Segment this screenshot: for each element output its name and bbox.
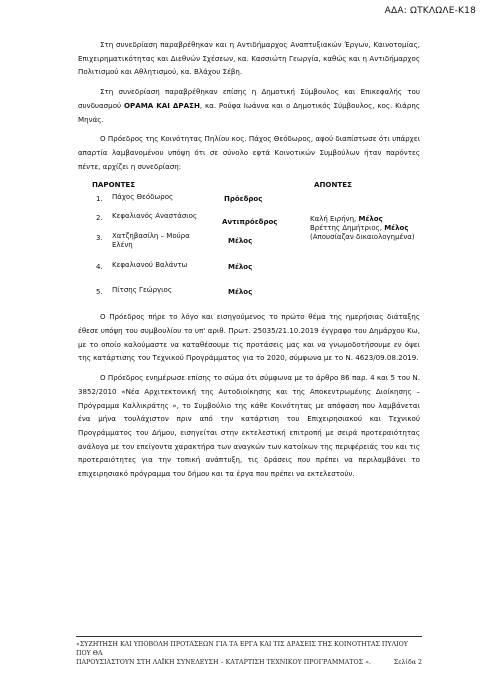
absent-member-name: Βρέττης Δημήτριος,	[310, 224, 385, 233]
absent-member-role: Μέλος	[384, 224, 409, 233]
party-name: ΟΡΑΜΑ ΚΑΙ ΔΡΑΣΗ	[123, 100, 200, 110]
absent-note: (Απουσίαζαν δικαιολογημένα)	[310, 233, 415, 242]
member-role: Μέλος	[228, 263, 253, 272]
member-name: Χατζηβασίλη – Μούρα Ελένη	[112, 232, 190, 250]
absent-member-name: Καλή Ειρήνη,	[310, 215, 359, 224]
absent-member-role: Μέλος	[358, 215, 383, 224]
document-body	[78, 38, 420, 487]
paragraph-proposal: Ο Πρόεδρος πήρε το λόγο και εισηγούμενος το πρώτο θέμα της ημερήσιας διάταξης έθεσε υπόψη του συμβουλίου το υπ' αριθ. Πρωτ. 25035/21.10.2019 έγγραφο του Δημάρχου Κω, με το οποίο καλούμαστε να καταθέσουμε τις προτάσεις μας και να γνωμοδοτήσουμε εν όψει της κατάρτισης του Τεχνικού Προγράμματος για το 2020, σύμφωνα με το Ν. 4623/09.08.2019.	[78, 312, 420, 363]
paragraph-deputy-mayors: Στη συνεδρίαση παραβρέθηκαν και η Αντιδήμαρχος Αναπτυξιακών Έργων, Καινοτομίας, Επιχειρηματικότητας και Διεθνών Σχέσεων, κα. Κασσιώτη Γεωργία, καθώς και η Αντιδήμαρχος Πολιτισμού και Αθλητισμού, κα. Βλάχου Σέβη.	[78, 40, 420, 77]
page-footer	[76, 636, 422, 667]
member-name: Πάχος Θεόδωρος	[112, 193, 174, 202]
member-role: Πρόεδρος	[224, 195, 263, 204]
row-number: 2.	[96, 214, 103, 223]
absent-list	[310, 215, 430, 242]
page-number: Σελίδα 2	[393, 659, 422, 666]
ada-code: ΑΔΑ: ΩΤΚΛΩΛΕ-Κ18	[384, 6, 476, 16]
paragraph-councillors	[78, 85, 420, 126]
paragraph-law: Ο Πρόεδρος ενημέρωσε επίσης το σώμα ότι σύμφωνα με το άρθρο 86 παρ. 4 και 5 του Ν. 3852/2010 «Νέα Αρχιτεκτονική της Αυτοδιοίκησης και της Αποκεντρωμένης Διοίκησης – Πρόγραμμα Καλλικράτης », το Συμβούλιο της κάθε Κοινότητας με απόφαση που λαμβάνεται ένα μήνα τουλάχιστον πριν από την κατάρτιση του Επιχειρησιακού και Τεχνικού Προγράμματος του Δήμου, εισηγείται στην εκτελεστική επιτροπή με σειρά προτεραιότητας ανάλογα με τον επείγοντα χαρακτήρα των αναγκών των κατοίκων της περιφέρειάς του και τις προτεραιότητες για την τοπική ανάπτυξη, τις δράσεις που πρέπει να περιλαμβάνει το επιχειρησιακό πρόγραμμα του δήμου και τα έργα που πρέπει να εκτελεστούν.	[78, 373, 420, 479]
present-header: ΠΑΡΟΝΤΕΣ	[92, 180, 136, 190]
member-role: Αντιπρόεδρος	[222, 218, 278, 227]
row-number: 4.	[96, 263, 103, 272]
absent-header: ΑΠΟΝΤΕΣ	[314, 180, 352, 190]
attendance-table	[78, 192, 420, 310]
member-name: Κεφαλιανός Αναστάσιος	[112, 212, 198, 221]
absent-member	[310, 224, 430, 233]
member-role: Μέλος	[228, 237, 253, 246]
absent-member	[310, 215, 430, 224]
attendance-headers	[78, 178, 420, 192]
row-number: 1.	[96, 195, 103, 204]
member-name: Κεφαλιανού Βαλάντω	[112, 261, 188, 270]
footer-title-line2-row	[76, 658, 422, 667]
paragraph-councillors-part2: , κα. Ρούφα Ιωάννα και ο Δημοτικός Σύμβουλος, κος. Κιάρης Μηνάς.	[78, 100, 421, 124]
footer-title-line2: ΠΑΡΟΥΣΙΑΣΤΟΥΝ ΣΤΗ ΛΑΪΚΗ ΣΥΝΕΛΕΥΣΗ – ΚΑΤΑΡΤΙΣΗ ΤΕΧΝΙΚΟΥ ΠΡΟΓΡΑΜΜΑΤΟΣ ».	[76, 659, 371, 666]
row-number: 3.	[96, 234, 103, 243]
footer-title-line1: «ΣΥΖΗΤΗΣΗ ΚΑΙ ΥΠΟΒΟΛΗ ΠΡΟΤΑΣΕΩΝ ΓΙΑ ΤΑ ΕΡΓΑ ΚΑΙ ΤΙΣ ΔΡΑΣΕΙΣ ΤΗΣ ΚΟΙΝΟΤΗΤΑΣ ΠΥΛΙΟΥ ΠΟΥ ΘΑ	[76, 641, 408, 657]
paragraph-quorum: Ο Πρόεδρος της Κοινότητας Πηλίου κος. Πάχος Θεόδωρος, αφού διαπίστωσε ότι υπάρχει απαρτία λαμβανομένου υπόψη ότι σε σύνολο εφτά Κοινοτικών Συμβούλων ήταν παρόντες πέντε, αρχίζει η συνεδρίαση:	[78, 134, 420, 171]
member-name: Πίτσης Γεώργιος	[112, 286, 172, 295]
member-role: Μέλος	[228, 288, 253, 297]
paragraph-councillors-part1: Στη συνεδρίαση παραβρέθηκαν επίσης η Δημοτική Σύμβουλος και Επικεφαλής του συνδυασμού	[78, 87, 420, 110]
row-number: 5.	[96, 288, 103, 297]
